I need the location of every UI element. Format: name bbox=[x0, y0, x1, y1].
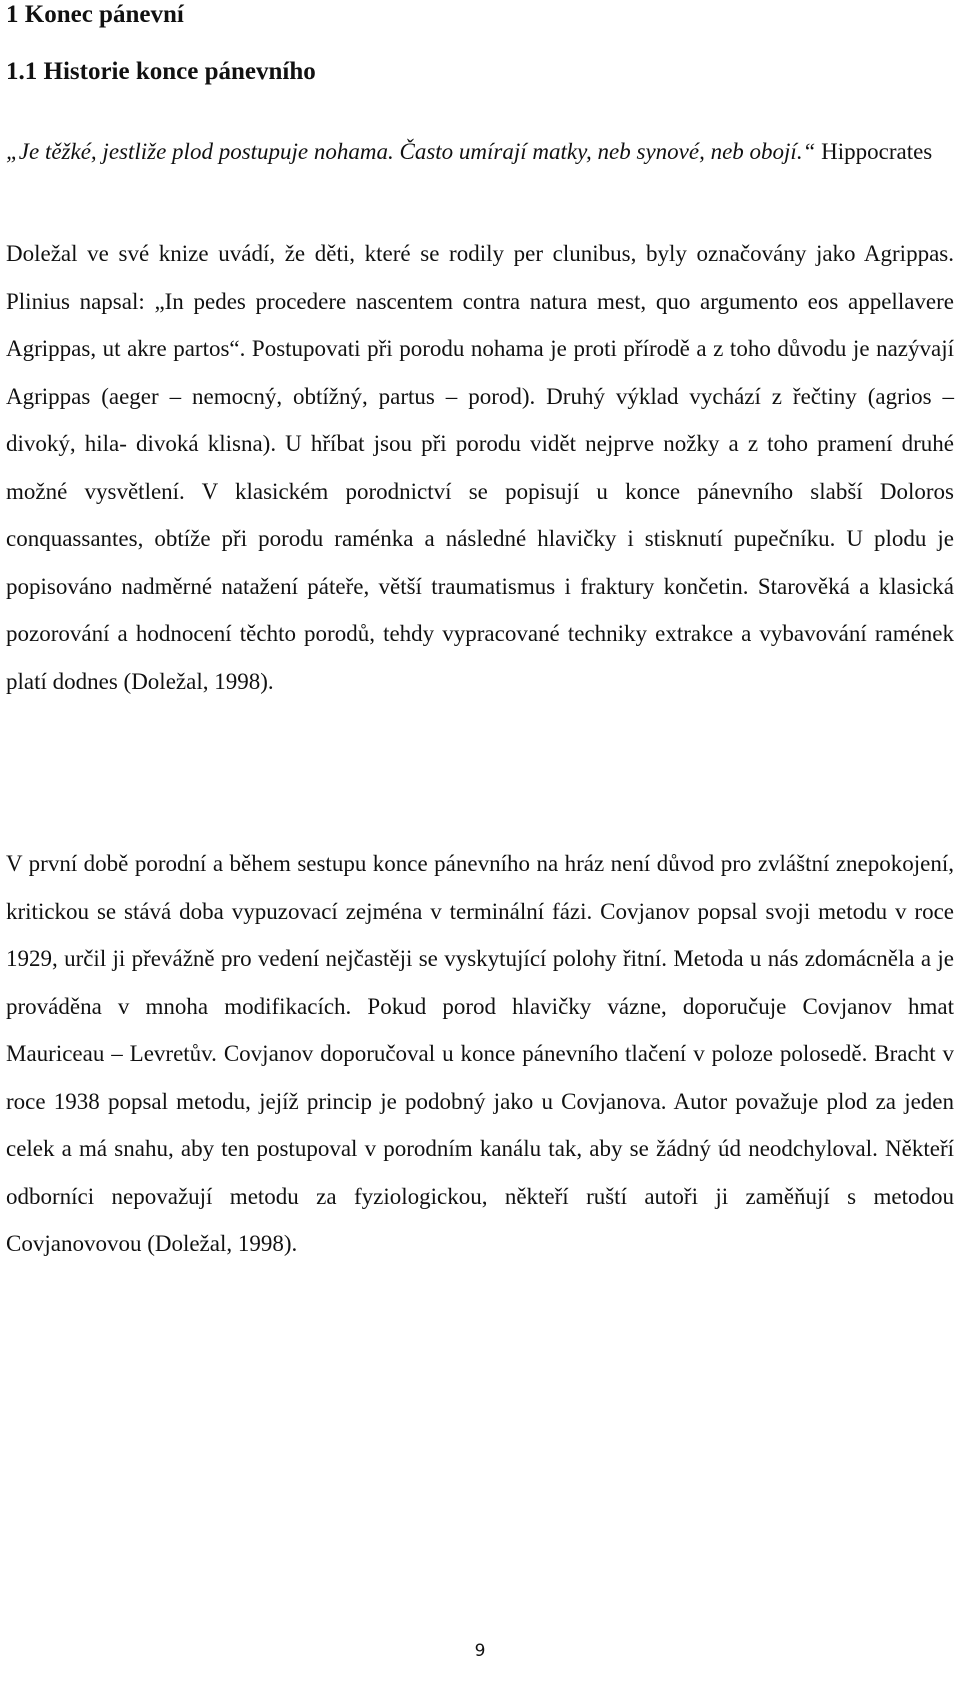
quote-text: „Je těžké, jestliže plod postupuje nohama. Často umírají matky, neb synové, neb obojí.“ bbox=[6, 139, 816, 164]
page-number: 9 bbox=[474, 1641, 486, 1661]
chapter-heading: 1 Konec pánevní bbox=[6, 1, 184, 28]
epigraph-quote bbox=[6, 128, 954, 175]
paragraph-history: Doležal ve své knize uvádí, že děti, které se rodily per clunibus, byly označovány jako Agrippas. Plinius napsal: „In pedes procedere nascentem contra natura mest, quo argumento eos appellavere Agrippas, ut akre partos“. Postupovati při porodu nohama je proti přírodě a z toho důvodu je nazývají Agrippas (aeger – nemocný, obtížný, partus – porod). Druhý výklad vychází z řečtiny (agrios – divoký, hila- divoká klisna). U hříbat jsou při porodu vidět nejprve nožky a z toho pramení druhé možné vysvětlení. V klasickém porodnictví se popisují u konce pánevního slabší Doloros conquassantes, obtíže při porodu raménka a následné hlavičky i stisknutí pupečníku. U plodu je popisováno nadměrné natažení páteře, větší traumatismus i fraktury končetin. Starověká a klasická pozorování a hodnocení těchto porodů, tehdy vypracované techniky extrakce a vybavování ramének platí dodnes (Doležal, 1998). bbox=[6, 241, 954, 694]
section-heading: 1.1 Historie konce pánevního bbox=[6, 58, 316, 85]
paragraph-methods: V první době porodní a během sestupu konce pánevního na hráz není důvod pro zvláštní znepokojení, kritickou se stává doba vypuzovací zejména v terminální fázi. Covjanov popsal svoji metodu v roce 1929, určil ji převážně pro vedení nejčastěji se vyskytující polohy řitní. Metoda u nás zdomácněla a je prováděna v mnoha modifikacích. Pokud porod hlavičky vázne, doporučuje Covjanov hmat Mauriceau – Levretův. Covjanov doporučoval u konce pánevního tlačení v poloze polosedě. Bracht v roce 1938 popsal metodu, jejíž princip je podobný jako u Covjanova. Autor považuje plod za jeden celek a má snahu, aby ten postupoval v porodním kanálu tak, aby se žádný úd neodchyloval. Někteří odborníci nepovažují metodu za fyziologickou, někteří ruští autoři ji zaměňují s metodou Covjanovovou (Doležal, 1998). bbox=[6, 851, 954, 1256]
quote-author: Hippocrates bbox=[821, 139, 933, 164]
